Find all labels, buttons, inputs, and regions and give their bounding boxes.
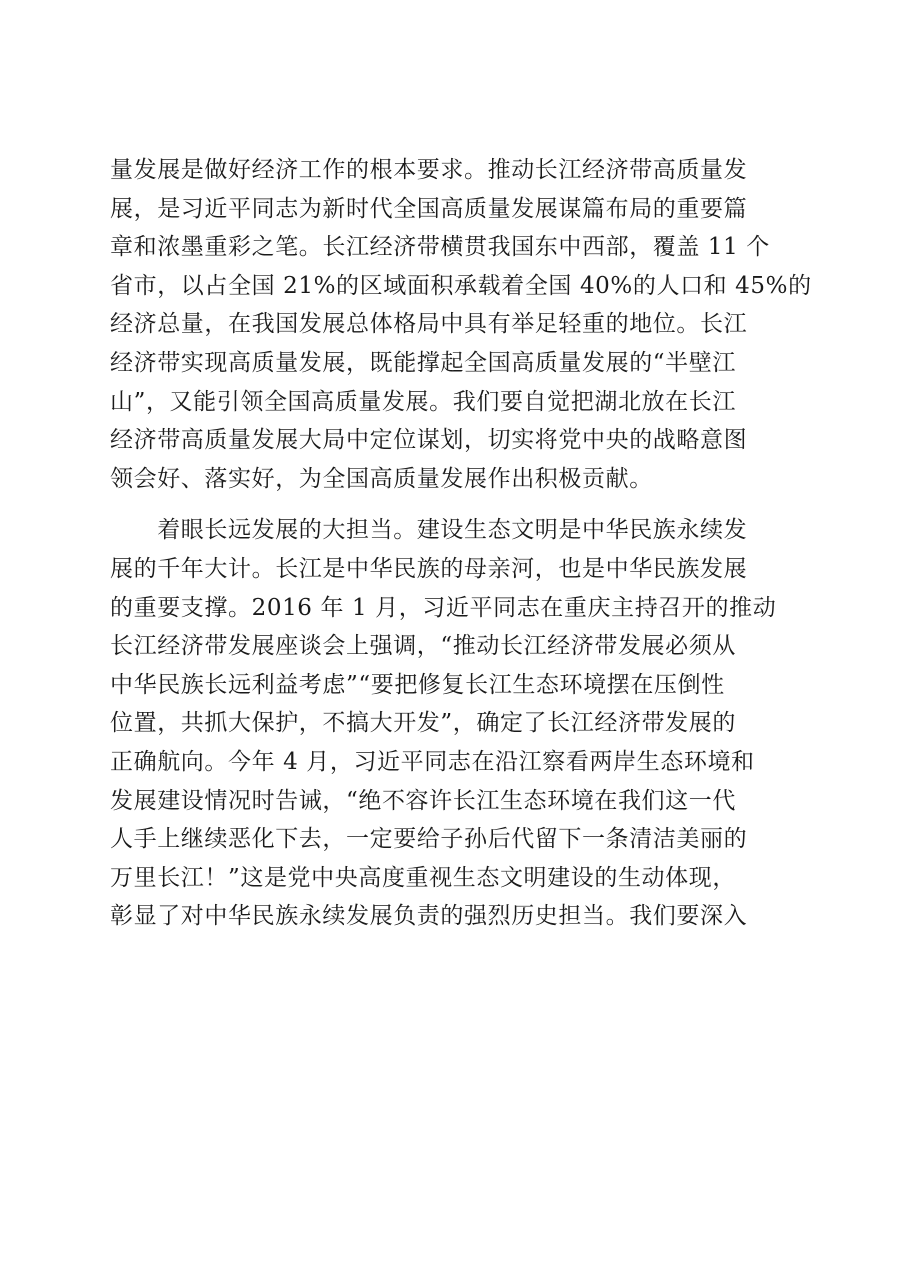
- text-line: 量发展是做好经济工作的根本要求。推动长江经济带高质量发: [110, 157, 748, 183]
- text-line: 着眼长远发展的大担当。建设生态文明是中华民族永续发: [110, 517, 748, 544]
- text-line: 展的千年大计。长江是中华民族的母亲河，也是中华民族发展: [110, 555, 748, 582]
- text-line: 人手上继续恶化下去，一定要给子孙后代留下一条清洁美丽的: [110, 826, 748, 853]
- text-line: 省市，以占全国 21%的区域面积承载着全国 40%的人口和 45%的: [110, 272, 812, 299]
- paragraph-1: [110, 151, 812, 498]
- text-line: 长江经济带发展座谈会上强调，“推动长江经济带发展必须从: [110, 633, 736, 660]
- text-line: 中华民族长远利益考虑”“要把修复长江生态环境摆在压倒性: [110, 671, 725, 698]
- text-line: 领会好、落实好，为全国高质量发展作出积极贡献。: [110, 465, 653, 492]
- text-line: 彰显了对中华民族永续发展负责的强烈历史担当。我们要深入: [110, 903, 748, 930]
- text-line: 发展建设情况时告诫，“绝不容许长江生态环境在我们这一代: [110, 787, 736, 814]
- text-line: 经济带实现高质量发展，既能撑起全国高质量发展的“半壁江: [110, 349, 736, 376]
- text-line: 经济总量，在我国发展总体格局中具有举足轻重的地位。长江: [110, 311, 748, 338]
- text-line: 万里长江！”这是党中央高度重视生态文明建设的生动体现，: [110, 864, 736, 891]
- paragraph-2: [110, 511, 800, 936]
- text-line: 正确航向。今年 4 月，习近平同志在沿江察看两岸生态环境和: [110, 748, 755, 775]
- text-line: 位置，共抓大保护，不搞大开发”，确定了长江经济带发展的: [110, 710, 736, 737]
- text-line: 展，是习近平同志为新时代全国高质量发展谋篇布局的重要篇: [110, 195, 748, 222]
- document-body: [110, 151, 812, 936]
- text-line: 章和浓墨重彩之笔。长江经济带横贯我国东中西部，覆盖 11 个: [110, 234, 770, 261]
- text-line: 山”，又能引领全国高质量发展。我们要自觉把湖北放在长江: [110, 388, 736, 415]
- text-line: 的重要支撑。2016 年 1 月，习近平同志在重庆主持召开的推动: [110, 594, 777, 621]
- text-line: 经济带高质量发展大局中定位谋划，切实将党中央的战略意图: [110, 427, 748, 454]
